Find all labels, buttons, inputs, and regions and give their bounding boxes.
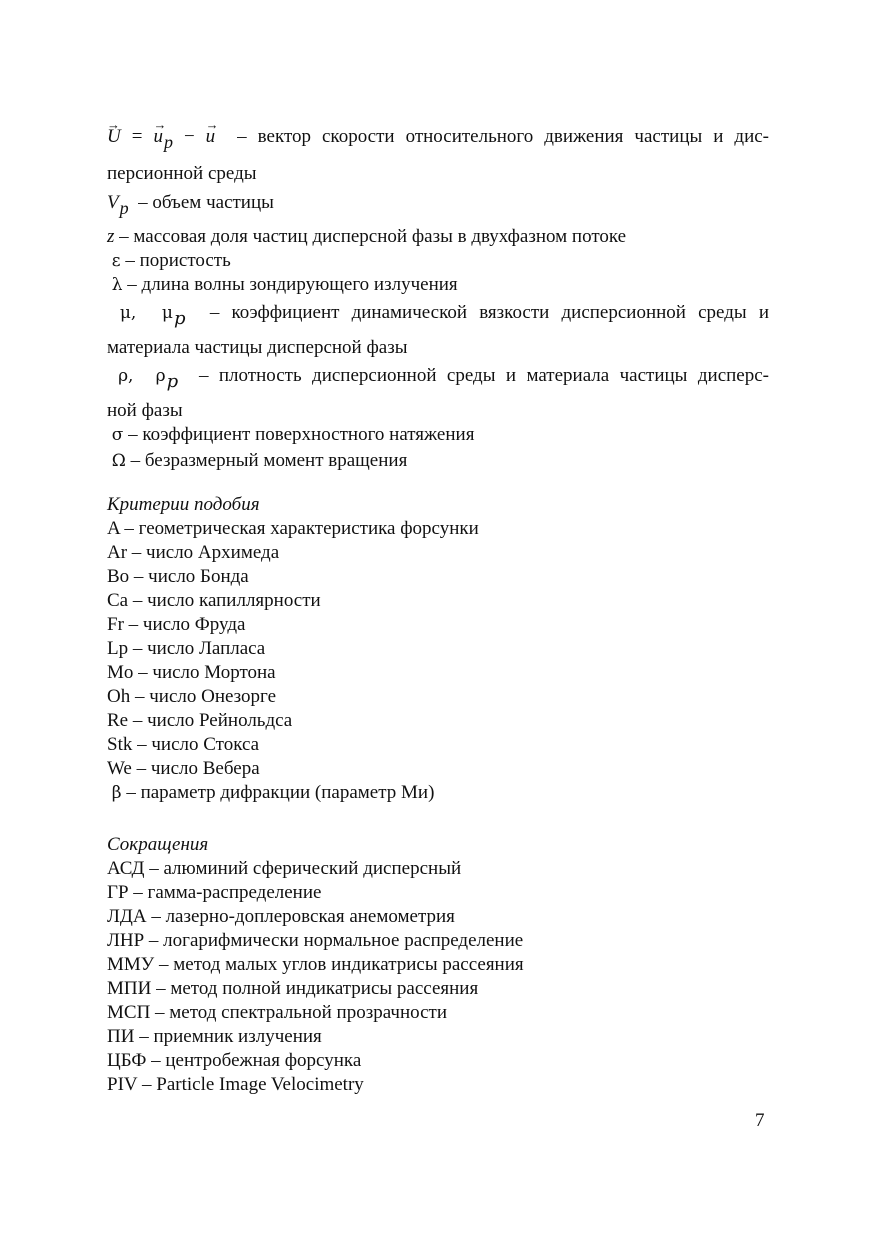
epsilon-symbol: ε (111, 251, 121, 271)
symbol-description: – массовая доля частиц дисперсной фазы в двухфазном потоке (119, 226, 627, 247)
criteria-item: Ar – число Архимеда (107, 542, 280, 563)
criteria-item: Re – число Рейнольдса (107, 710, 293, 731)
symbol-description: – параметр дифракции (параметр Ми) (126, 782, 435, 803)
symbol-description: – пористость (125, 250, 231, 271)
abbreviation-item: ЛДА – лазерно-доплеровская анемометрия (107, 906, 455, 927)
sigma-symbol: σ (111, 425, 124, 445)
abbreviation-item: АСД – алюминий сферический дисперсный (107, 858, 462, 879)
symbol-description: – объем частицы (138, 192, 274, 213)
symbol-entry-sigma (107, 423, 769, 447)
symbol-entry-mu (107, 301, 770, 329)
abbreviation-item: ГР – гамма-распределение (107, 882, 322, 903)
symbol-description-continued: ной фазы (107, 400, 183, 421)
abbreviation-item: PIV – Particle Image Velocimetry (107, 1074, 364, 1095)
u-vector-formula: → U = → up − → u (107, 126, 215, 147)
criteria-item: Bo – число Бонда (107, 566, 249, 587)
symbol-entry-u-vector (107, 124, 770, 152)
criteria-item: A – геометрическая характеристика форсунки (107, 518, 479, 539)
criteria-list (107, 517, 769, 805)
symbol-entry-omega (107, 449, 769, 473)
page-number: 7 (755, 1110, 765, 1131)
vp-symbol: Vp (107, 192, 129, 218)
lambda-symbol: λ (111, 275, 123, 295)
abbreviations-heading: Сокращения (107, 834, 209, 855)
criteria-item-beta (107, 781, 769, 805)
symbol-entry-rho (107, 364, 769, 392)
abbreviation-item: ЦБФ – центробежная форсунка (107, 1050, 362, 1071)
criteria-item: Stk – число Стокса (107, 734, 260, 755)
symbol-description: – длина волны зондирующего излучения (127, 274, 458, 295)
criteria-item: Fr – число Фруда (107, 614, 246, 635)
symbol-entry-epsilon (107, 249, 769, 273)
nomenclature-content (107, 120, 769, 1097)
symbol-entry-lambda (107, 273, 769, 297)
rho-symbol: ρ, ρp (107, 366, 179, 392)
criteria-item: We – число Вебера (107, 758, 260, 779)
abbreviation-item: ПИ – приемник излучения (107, 1026, 322, 1047)
abbreviation-item: МСП – метод спектральной прозрачности (107, 1002, 447, 1023)
criteria-item: Oh – число Онезорге (107, 686, 277, 707)
symbol-description-continued: материала частицы дисперсной фазы (107, 337, 408, 358)
symbol-description-continued: персионной среды (107, 163, 257, 184)
abbreviation-item: МПИ – метод полной индикатрисы рассеяния (107, 978, 479, 999)
criteria-item: Lp – число Лапласа (107, 638, 266, 659)
mu-symbol: μ, μp (107, 303, 186, 329)
criteria-item: Mo – число Мортона (107, 662, 276, 683)
abbreviation-item: ММУ – метод малых углов индикатрисы рассеяния (107, 954, 524, 975)
omega-symbol: Ω (111, 451, 126, 471)
symbol-description: – вектор скорости относительного движения частицы и дис- (237, 126, 770, 147)
criteria-heading: Критерии подобия (107, 494, 260, 515)
symbol-description: – коэффициент поверхностного натяжения (128, 424, 475, 445)
abbreviations-list (107, 857, 769, 1097)
z-symbol: z (107, 226, 115, 247)
beta-symbol: β (111, 783, 122, 803)
abbreviation-item: ЛНР – логарифмически нормальное распределение (107, 930, 524, 951)
symbol-entry-vp (107, 190, 769, 218)
symbol-description: – плотность дисперсионной среды и материала частицы дисперс- (198, 365, 769, 386)
symbol-description: – безразмерный момент вращения (130, 450, 408, 471)
symbol-description: – коэффициент динамической вязкости дисперсионной среды и (209, 302, 770, 323)
criteria-item: Ca – число капиллярности (107, 590, 321, 611)
symbol-entry-z (107, 225, 769, 249)
